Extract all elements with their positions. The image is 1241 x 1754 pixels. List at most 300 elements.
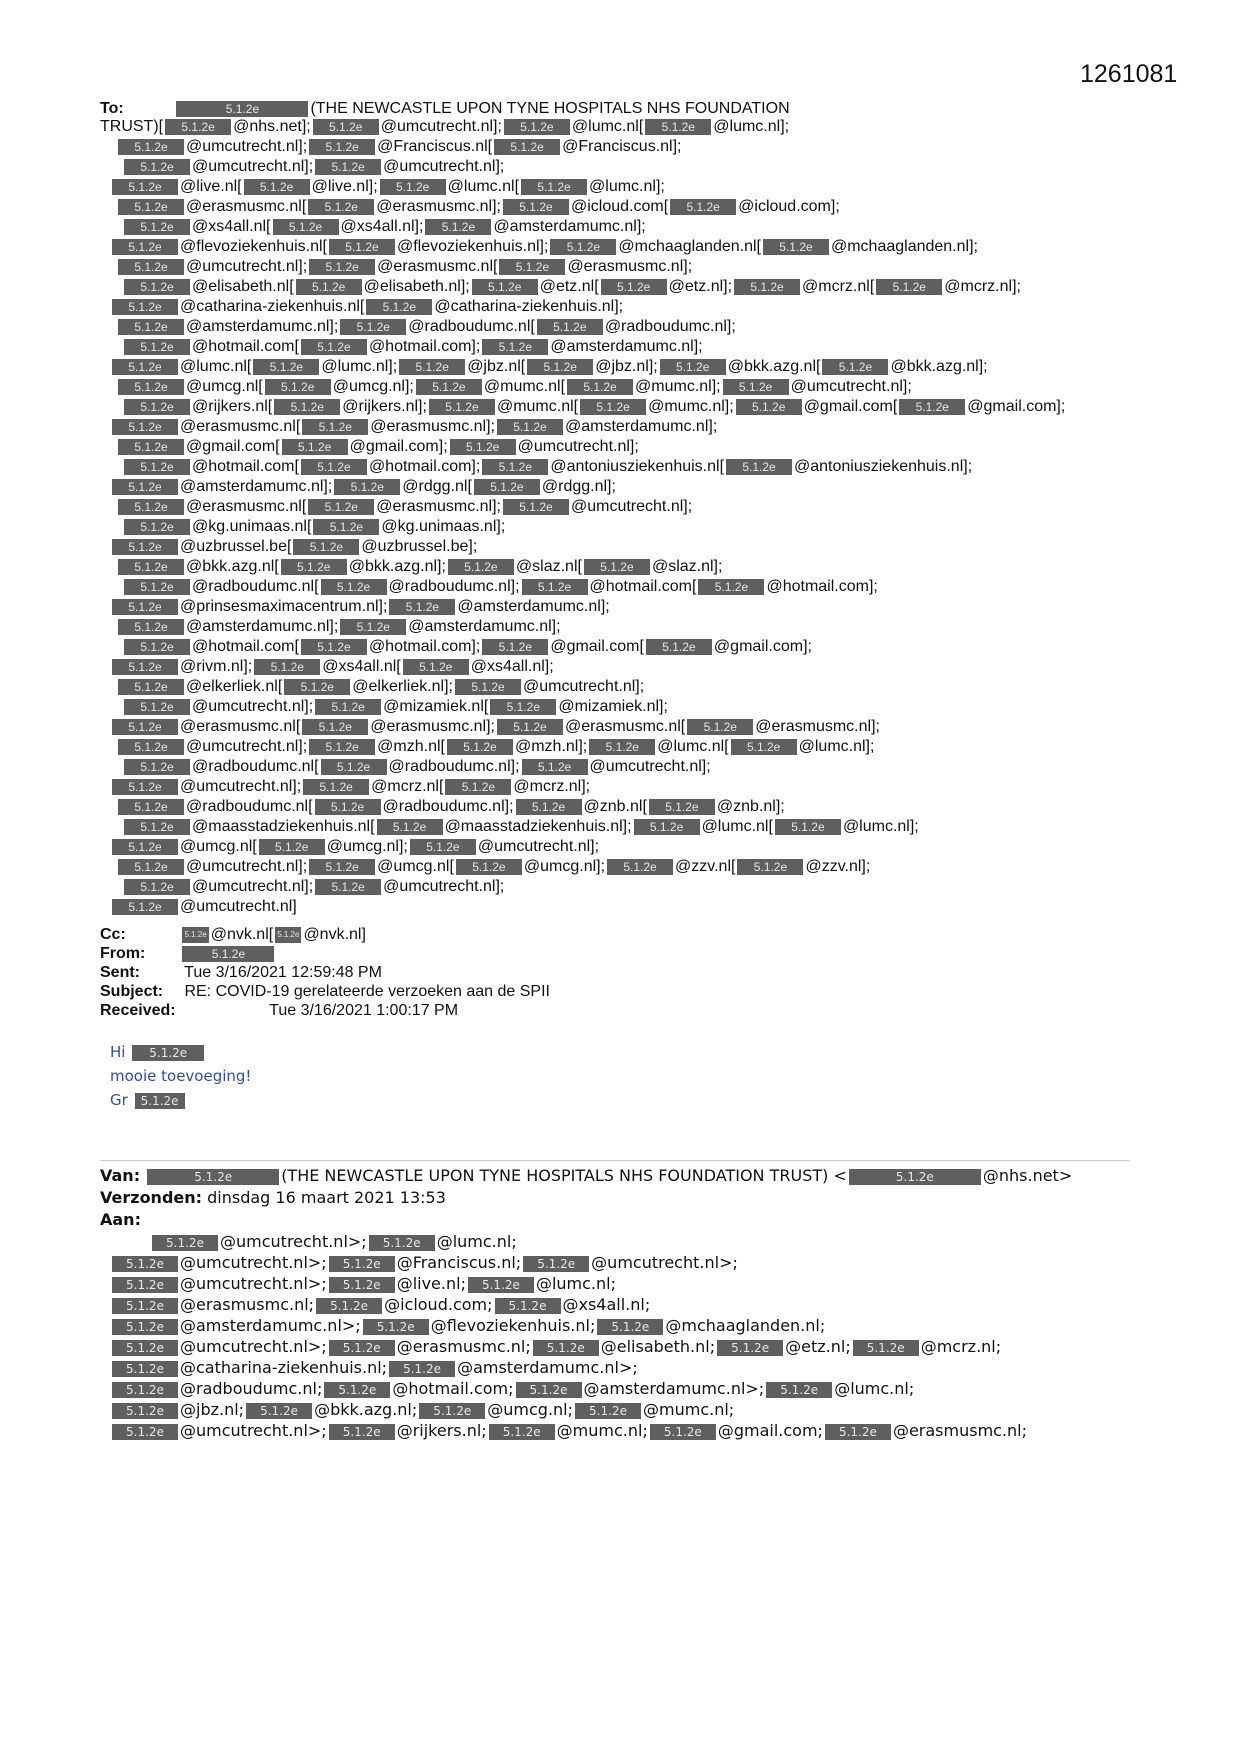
verzonden-value: dinsdag 16 maart 2021 13:53	[207, 1188, 446, 1207]
recipient-email: @znb.nl];	[716, 798, 785, 815]
redaction: 5.1.2e	[302, 719, 368, 735]
recipient-email: @umcutrecht.nl];	[570, 498, 693, 515]
redaction: 5.1.2e	[389, 1361, 455, 1377]
redaction: 5.1.2e	[274, 399, 340, 415]
recipient-email: @mzh.nl];	[514, 738, 588, 755]
recipient-email: @umcutrecht.nl>;	[180, 1421, 327, 1440]
redaction: 5.1.2e	[607, 859, 673, 875]
recipient-row	[122, 398, 1065, 416]
redaction: 5.1.2e	[118, 859, 184, 875]
recipient-row	[116, 438, 639, 456]
recipient-row	[110, 358, 988, 376]
message-body	[110, 1040, 251, 1112]
recipient-email: @umcg.nl];	[523, 858, 606, 875]
recipient-row	[122, 578, 878, 596]
redaction: 5.1.2e	[497, 419, 563, 435]
recipient-row	[116, 858, 870, 876]
redaction: 5.1.2e	[329, 1424, 395, 1440]
recipient-email: @erasmusmc.nl[	[377, 258, 498, 275]
from-label: From:	[100, 945, 146, 962]
recipient-row	[122, 458, 972, 476]
recipient-email: @umcutrecht.nl];	[523, 678, 645, 695]
recipient-email: @prinsesmaximacentrum.nl];	[180, 598, 388, 615]
subject-line	[100, 983, 550, 1001]
recipient-row	[116, 738, 874, 756]
recipient-email: @zzv.nl];	[805, 858, 871, 875]
redaction: 5.1.2e	[112, 1424, 178, 1440]
received-line	[100, 1002, 458, 1020]
redaction: 5.1.2e	[124, 219, 190, 235]
recipient-email: @jbz.nl];	[595, 358, 658, 375]
redaction: 5.1.2e	[363, 1319, 429, 1335]
recipient-email: @umcutrecht.nl];	[517, 438, 639, 455]
recipient-email: @umcg.nl[	[377, 858, 454, 875]
recipient-email: @amsterdamumc.nl];	[493, 218, 646, 235]
recipient-email: @radboudumc.nl];	[382, 798, 514, 815]
redaction: 5.1.2e	[645, 119, 711, 135]
recipient-email: @mumc.nl;	[556, 1421, 648, 1440]
redaction: 5.1.2e	[112, 1298, 178, 1314]
redaction: 5.1.2e	[899, 399, 965, 415]
recipient-row	[110, 1252, 738, 1270]
recipient-row	[116, 618, 561, 636]
redaction: 5.1.2e	[521, 179, 587, 195]
redaction: 5.1.2e	[567, 379, 633, 395]
redaction: 5.1.2e	[766, 1382, 832, 1398]
cc-label: Cc:	[100, 926, 126, 943]
recipient-email: @erasmusmc.nl[	[180, 418, 301, 435]
recipient-email: @erasmusmc.nl[	[186, 198, 307, 215]
recipient-email: @etz.nl;	[785, 1337, 851, 1356]
redaction: 5.1.2e	[309, 739, 375, 755]
recipient-email: @erasmusmc.nl];	[370, 718, 495, 735]
redaction: 5.1.2e	[309, 139, 375, 155]
recipient-email: @amsterdamumc.nl];	[550, 338, 703, 355]
aan-label: Aan:	[100, 1210, 141, 1229]
redaction: 5.1.2e	[124, 819, 190, 835]
redaction: 5.1.2e	[259, 839, 325, 855]
redaction: 5.1.2e	[308, 199, 374, 215]
redaction: 5.1.2e	[723, 379, 789, 395]
recipient-email: @umcg.nl[	[180, 838, 257, 855]
recipient-email: @erasmusmc.nl;	[892, 1421, 1028, 1440]
redaction: 5.1.2e	[301, 639, 367, 655]
redaction: 5.1.2e	[474, 479, 540, 495]
redaction: 5.1.2e	[660, 359, 726, 375]
redaction: 5.1.2e	[822, 359, 888, 375]
redaction: 5.1.2e	[118, 739, 184, 755]
recipient-email: @antoniusziekenhuis.nl];	[794, 458, 973, 475]
redaction: 5.1.2e	[315, 699, 381, 715]
recipient-row	[110, 238, 978, 256]
recipient-row	[110, 1273, 616, 1291]
redaction: 5.1.2e	[410, 839, 476, 855]
redaction: 5.1.2e	[825, 1424, 891, 1440]
redaction: 5.1.2e	[763, 239, 829, 255]
redaction: 5.1.2e	[112, 1319, 178, 1335]
redaction: 5.1.2e	[522, 579, 588, 595]
redaction: 5.1.2e	[456, 859, 522, 875]
redaction: 5.1.2e	[118, 439, 184, 455]
redaction: 5.1.2e	[273, 219, 339, 235]
recipient-email: @bkk.azg.nl[	[727, 358, 821, 375]
recipient-email: @jbz.nl;	[180, 1400, 245, 1419]
redaction: 5.1.2e	[468, 1277, 534, 1293]
redaction: 5.1.2e	[597, 1319, 663, 1335]
recipient-email: @elisabeth.nl];	[363, 278, 470, 295]
recipient-email: @lumc.nl[	[701, 818, 773, 835]
document-number: 1261081	[1080, 60, 1178, 88]
recipient-email: @slaz.nl[	[515, 558, 582, 575]
redaction: 5.1.2e	[118, 499, 184, 515]
redaction: 5.1.2e	[472, 279, 538, 295]
redaction: 5.1.2e	[369, 1235, 435, 1251]
redaction: 5.1.2e	[329, 1340, 395, 1356]
redaction: 5.1.2e	[537, 319, 603, 335]
redaction: 5.1.2e	[313, 519, 379, 535]
redaction: 5.1.2e	[389, 599, 455, 615]
recipient-email: @mchaaglanden.nl];	[830, 238, 978, 255]
recipient-email: @mumc.nl;	[643, 1400, 735, 1419]
recipient-email: @mumc.nl];	[635, 378, 721, 395]
recipient-email: @amsterdamumc.nl];	[564, 418, 718, 435]
redaction: 5.1.2e	[112, 239, 178, 255]
recipient-email: @xs4all.nl];	[470, 658, 554, 675]
recipient-email: @Franciscus.nl[	[377, 138, 493, 155]
redaction: 5.1.2e	[380, 179, 446, 195]
redaction: 5.1.2e	[112, 179, 178, 195]
redaction: 5.1.2e	[118, 259, 184, 275]
sent-value: Tue 3/16/2021 12:59:48 PM	[184, 964, 382, 981]
recipient-email: @umcutrecht.nl];	[192, 878, 314, 895]
redaction: 5.1.2e	[650, 1424, 716, 1440]
redaction: 5.1.2e	[281, 559, 347, 575]
redaction: 5.1.2e	[282, 439, 348, 455]
recipient-email: @mchaaglanden.nl[	[618, 238, 761, 255]
recipient-email: @uzbrussel.be];	[361, 538, 478, 555]
recipient-email: @erasmusmc.nl];	[755, 718, 880, 735]
recipient-email: @xs4all.nl];	[340, 218, 424, 235]
recipient-email: @umcg.nl;	[487, 1400, 574, 1419]
recipient-email: @umcutrecht.nl>;	[220, 1232, 367, 1251]
recipient-email: @radboudumc.nl];	[604, 318, 736, 335]
redaction: 5.1.2e	[118, 199, 184, 215]
redaction: 5.1.2e	[522, 759, 588, 775]
recipient-email: @amsterdamumc.nl>;	[457, 1358, 638, 1377]
redaction: 5.1.2e	[284, 679, 350, 695]
recipient-email: @lumc.nl];	[713, 118, 790, 135]
redaction: 5.1.2e	[499, 259, 565, 275]
recipient-row	[116, 378, 912, 396]
recipient-row	[122, 338, 703, 356]
redaction: 5.1.2e	[124, 579, 190, 595]
recipient-email: @hotmail.com[	[192, 638, 299, 655]
recipient-email: @erasmusmc.nl];	[376, 498, 501, 515]
recipient-email: @gmail.com[	[803, 398, 898, 415]
recipient-row	[110, 1399, 734, 1417]
recipient-row	[116, 498, 692, 516]
redaction: 5.1.2e	[124, 339, 190, 355]
recipient-email: @umcutrecht.nl>;	[180, 1253, 327, 1272]
recipient-email: @erasmusmc.nl;	[180, 1295, 315, 1314]
recipient-email: @amsterdamumc.nl];	[186, 318, 339, 335]
redaction: 5.1.2e	[308, 499, 374, 515]
recipient-email: @bkk.azg.nl;	[314, 1400, 418, 1419]
recipient-row	[110, 838, 599, 856]
redaction: 5.1.2e	[301, 339, 367, 355]
recipient-email: @umcutrecht.nl];	[186, 138, 308, 155]
recipient-row	[110, 478, 616, 496]
redaction: 5.1.2e	[503, 499, 569, 515]
recipient-email: @umcutrecht.nl];	[383, 878, 505, 895]
redaction: 5.1.2e	[329, 239, 395, 255]
redaction: 5.1.2e	[118, 139, 184, 155]
recipient-email: @lumc.nl[	[571, 118, 644, 135]
redaction: 5.1.2e	[736, 399, 802, 415]
van-line	[100, 1165, 1072, 1187]
from-line	[100, 945, 276, 963]
recipient-email: @umcutrecht.nl];	[383, 158, 505, 175]
recipient-email: @flevoziekenhuis.nl[	[180, 238, 327, 255]
recipient-email: @Franciscus.nl];	[562, 138, 682, 155]
recipient-email: @umcutrecht.nl];	[477, 838, 600, 855]
recipient-email: @flevoziekenhuis.nl];	[396, 238, 549, 255]
verzonden-line	[100, 1187, 446, 1209]
redaction: 5.1.2e	[315, 799, 381, 815]
recipient-email: @umcutrecht.nl>;	[591, 1253, 738, 1272]
redaction: 5.1.2e	[265, 379, 331, 395]
cc-email: @nvk.nl[	[210, 926, 274, 943]
redaction: 5.1.2e	[419, 1403, 485, 1419]
recipient-email: @elkerliek.nl];	[352, 678, 453, 695]
recipient-row	[116, 138, 682, 156]
redaction: 5.1.2e	[649, 799, 715, 815]
subject-label: Subject:	[100, 983, 164, 1000]
redaction: 5.1.2e	[124, 279, 190, 295]
redaction: 5.1.2e	[580, 399, 646, 415]
recipient-email: @gmail.com];	[349, 438, 448, 455]
redaction: 5.1.2e	[516, 1382, 582, 1398]
redaction: 5.1.2e	[112, 719, 178, 735]
redaction: 5.1.2e	[324, 1382, 390, 1398]
recipient-email: @radboudumc.nl[	[192, 758, 319, 775]
recipient-email: @maasstadziekenhuis.nl[	[192, 818, 375, 835]
recipient-email: @jbz.nl[	[467, 358, 526, 375]
redaction: 5.1.2e	[316, 1298, 382, 1314]
recipient-row	[122, 638, 812, 656]
redaction: 5.1.2e	[495, 1298, 561, 1314]
recipient-email: @erasmusmc.nl[	[564, 718, 686, 735]
redaction: 5.1.2e	[165, 119, 231, 135]
redaction: 5.1.2e	[377, 819, 443, 835]
redaction: 5.1.2e	[445, 779, 511, 795]
redaction: 5.1.2e	[124, 759, 190, 775]
recipient-email: @amsterdamumc.nl];	[186, 618, 339, 635]
redaction: 5.1.2e	[482, 339, 548, 355]
redaction: 5.1.2e	[124, 399, 190, 415]
recipient-email: @lumc.nl[	[447, 178, 520, 195]
redaction: 5.1.2e	[124, 879, 190, 895]
sent-line	[100, 964, 382, 982]
recipient-row	[122, 878, 504, 896]
to-line	[100, 100, 790, 118]
recipient-email: @radboudumc.nl;	[180, 1379, 323, 1398]
recipient-email: @mcrz.nl[	[371, 778, 444, 795]
recipient-email: @lumc.nl];	[589, 178, 665, 195]
redaction: 5.1.2e	[135, 1093, 185, 1109]
redaction: 5.1.2e	[497, 719, 563, 735]
redaction: 5.1.2e	[302, 419, 368, 435]
redaction: 5.1.2e	[301, 459, 367, 475]
recipient-email: @xs4all.nl;	[562, 1295, 651, 1314]
recipient-row	[110, 1294, 650, 1312]
recipient-email: @catharina-ziekenhuis.nl];	[434, 298, 624, 315]
recipient-email: @znb.nl[	[583, 798, 647, 815]
redaction: 5.1.2e	[853, 1340, 919, 1356]
recipient-row	[122, 698, 668, 716]
redaction: 5.1.2e	[634, 819, 700, 835]
recipient-email: @mizamiek.nl[	[383, 698, 489, 715]
recipient-email: @gmail.com[	[550, 638, 644, 655]
recipient-email: @amsterdamumc.nl];	[408, 618, 561, 635]
recipient-row	[122, 218, 646, 236]
redaction: 5.1.2e	[112, 1361, 178, 1377]
recipient-email: @rivm.nl];	[180, 658, 253, 675]
recipient-email: @radboudumc.nl];	[388, 758, 520, 775]
recipient-email: @rdgg.nl];	[541, 478, 616, 495]
redaction: 5.1.2e	[425, 219, 491, 235]
recipient-email: @radboudumc.nl];	[388, 578, 520, 595]
recipient-email: @hotmail.com[	[589, 578, 697, 595]
recipient-email: @radboudumc.nl[	[186, 798, 313, 815]
recipient-email: @elisabeth.nl[	[192, 278, 294, 295]
recipient-row	[110, 178, 665, 196]
recipient-row	[116, 198, 840, 216]
redaction: 5.1.2e	[589, 739, 655, 755]
recipient-row	[122, 158, 504, 176]
redaction: 5.1.2e	[112, 899, 178, 915]
recipient-row	[150, 1231, 517, 1249]
redaction: 5.1.2e	[112, 1403, 178, 1419]
recipient-row	[110, 1378, 914, 1396]
redaction: 5.1.2e	[321, 759, 387, 775]
redaction: 5.1.2e	[124, 519, 190, 535]
redaction: 5.1.2e	[112, 1256, 178, 1272]
recipient-email: @elisabeth.nl;	[600, 1337, 716, 1356]
redaction: 5.1.2e	[726, 459, 792, 475]
redaction: 5.1.2e	[329, 1277, 395, 1293]
recipient-email: @mumc.nl[	[483, 378, 566, 395]
recipient-email: @rijkers.nl;	[396, 1421, 487, 1440]
recipient-email: @slaz.nl];	[651, 558, 723, 575]
redaction: 5.1.2e	[489, 1424, 555, 1440]
recipient-email: @erasmusmc.nl];	[376, 198, 501, 215]
redaction: 5.1.2e	[533, 1340, 599, 1356]
redaction: 5.1.2e	[601, 279, 667, 295]
recipient-email: @erasmusmc.nl;	[396, 1337, 531, 1356]
recipient-email: @lumc.nl;	[535, 1274, 616, 1293]
recipient-email: @amsterdamumc.nl>;	[583, 1379, 765, 1398]
recipient-row	[110, 1357, 638, 1375]
recipient-email: @umcutrecht.nl];	[186, 738, 308, 755]
recipient-email: @lumc.nl[	[657, 738, 729, 755]
redaction: 5.1.2e	[482, 639, 548, 655]
recipient-email: @gmail.com];	[967, 398, 1066, 415]
recipient-email: @icloud.com[	[570, 198, 669, 215]
recipient-email: @etz.nl];	[668, 278, 733, 295]
recipient-email: @live.nl;	[396, 1274, 466, 1293]
redaction: 5.1.2e	[112, 1277, 178, 1293]
redaction: 5.1.2e	[244, 179, 310, 195]
redaction: 5.1.2e	[737, 859, 803, 875]
redaction: 5.1.2e	[152, 1235, 218, 1251]
redaction: 5.1.2e	[124, 159, 190, 175]
redaction: 5.1.2e	[315, 879, 381, 895]
recipient-email: @bkk.azg.nl];	[348, 558, 446, 575]
redaction: 5.1.2e	[717, 1340, 783, 1356]
redaction: 5.1.2e	[550, 239, 616, 255]
redaction: 5.1.2e	[340, 319, 406, 335]
recipient-row	[110, 298, 623, 316]
redaction: 5.1.2e	[112, 659, 178, 675]
recipient-email: @mumc.nl];	[648, 398, 734, 415]
recipient-email: @rijkers.nl];	[342, 398, 427, 415]
recipient-email: @hotmail.com[	[192, 458, 299, 475]
redaction: 5.1.2e	[112, 359, 178, 375]
cc-line	[100, 926, 366, 944]
redaction: 5.1.2e	[309, 259, 375, 275]
van-email: @nhs.net>	[982, 1166, 1073, 1185]
redaction: 5.1.2e	[118, 379, 184, 395]
redaction: 5.1.2e	[450, 439, 516, 455]
redaction: 5.1.2e	[731, 739, 797, 755]
recipient-row	[110, 598, 610, 616]
recipient-row	[100, 118, 789, 136]
redaction: 5.1.2e	[399, 359, 465, 375]
recipient-email: @mzh.nl[	[377, 738, 445, 755]
redaction: 5.1.2e	[118, 559, 184, 575]
recipient-email: @flevoziekenhuis.nl;	[430, 1316, 596, 1335]
redaction: 5.1.2e	[455, 679, 521, 695]
divider	[100, 1160, 1130, 1161]
redaction: 5.1.2e	[253, 359, 319, 375]
recipient-row	[116, 798, 785, 816]
recipient-row	[110, 418, 717, 436]
recipient-row	[110, 778, 590, 796]
recipient-email: @umcutrecht.nl];	[192, 158, 314, 175]
redaction: 5.1.2e	[254, 659, 320, 675]
recipient-email: @umcutrecht.nl];	[192, 698, 314, 715]
recipient-email: @antoniusziekenhuis.nl[	[550, 458, 725, 475]
redaction: 5.1.2e	[118, 799, 184, 815]
redaction: 5.1.2e	[112, 539, 178, 555]
recipient-email: @erasmusmc.nl[	[186, 498, 307, 515]
redaction: 5.1.2e	[112, 419, 178, 435]
recipient-email: @icloud.com];	[738, 198, 840, 215]
recipient-email: @catharina-ziekenhuis.nl;	[180, 1358, 388, 1377]
recipient-row	[122, 278, 1021, 296]
recipient-email: @kg.unimaas.nl[	[192, 518, 312, 535]
recipient-email: @mcrz.nl;	[920, 1337, 1002, 1356]
redaction: 5.1.2e	[334, 479, 400, 495]
van-label: Van:	[100, 1166, 141, 1185]
redaction: 5.1.2e	[876, 279, 942, 295]
recipient-email: @kg.unimaas.nl];	[381, 518, 506, 535]
recipient-email: @lumc.nl];	[798, 738, 875, 755]
recipient-row	[110, 1315, 825, 1333]
recipient-row	[110, 1336, 1001, 1354]
redaction: 5.1.2e	[275, 927, 301, 943]
